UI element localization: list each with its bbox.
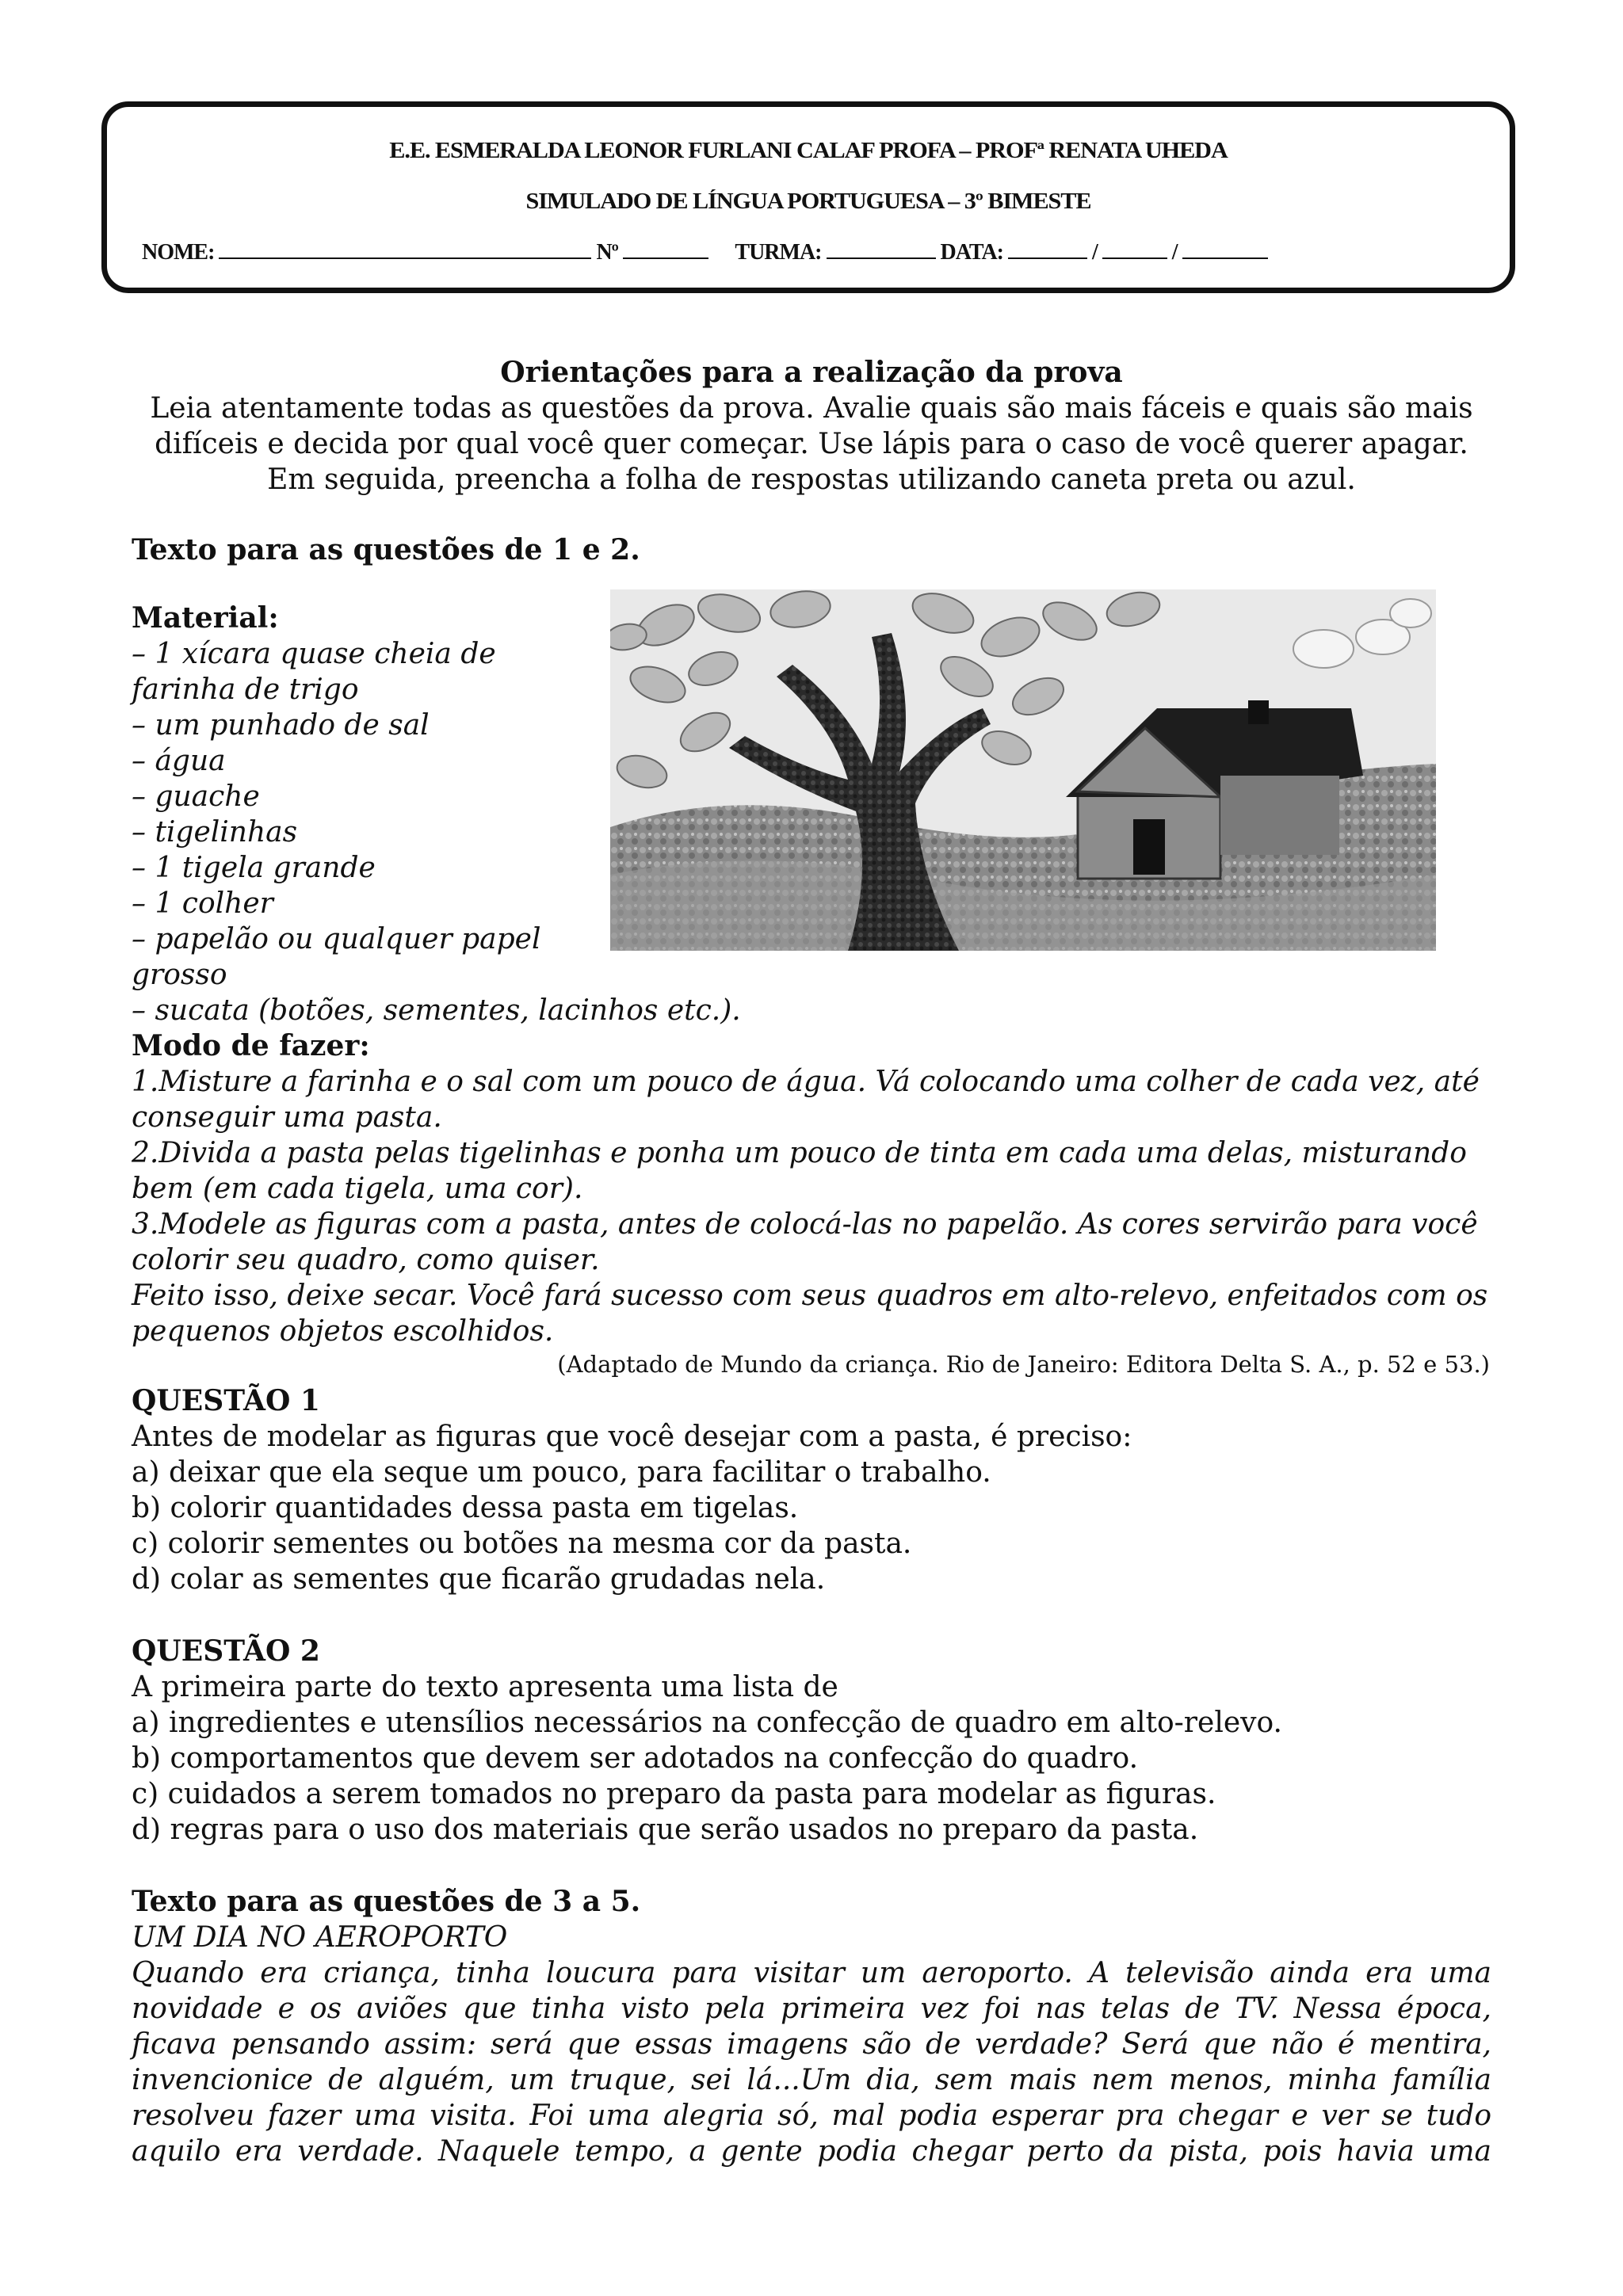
material-item: – um punhado de sal — [132, 709, 430, 742]
text2-line: Quando era criança, tinha loucura para visitar um aeroporto. A televisão ainda era uma — [132, 1957, 1491, 1989]
instructions-line: Leia atentamente todas as questões da prova. Avalie quais são mais fáceis e quais são mais — [150, 392, 1473, 425]
instructions-line: difíceis e decida por qual você quer começar. Use lápis para o caso de você querer apagar. — [155, 428, 1468, 460]
option-c[interactable]: c) colorir sementes ou botões na mesma cor da pasta. — [132, 1527, 912, 1560]
material-item: – 1 xícara quase cheia de — [132, 638, 496, 670]
source-citation: (Adaptado de Mundo da criança. Rio de Janeiro: Editora Delta S. A., p. 52 e 53.) — [557, 1351, 1490, 1378]
material-item: – papelão ou qualquer papel — [132, 923, 541, 955]
option-b[interactable]: b) comportamentos que devem ser adotados na confecção do quadro. — [132, 1742, 1139, 1775]
step-2: 2.Divida a pasta pelas tigelinhas e ponha um pouco de tinta em cada uma delas, misturando bem (em cada tigela, uma cor). — [132, 1137, 1467, 1205]
instructions-title: Orientações para a realização da prova — [500, 356, 1123, 389]
option-a[interactable]: a) deixar que ela seque um pouco, para facilitar o trabalho. — [132, 1456, 991, 1489]
text2-title: UM DIA NO AEROPORTO — [132, 1921, 508, 1954]
student-fields — [142, 238, 1268, 265]
question-1 — [132, 1383, 1491, 1597]
school-line: E.E. ESMERALDA LEONOR FURLANI CALAF PROFA – PROFª RENATA UHEDA — [389, 139, 1228, 163]
modo-title: Modo de fazer: — [132, 1029, 370, 1062]
date-separator: / — [1171, 240, 1178, 265]
text2 — [132, 1884, 1491, 2169]
option-c[interactable]: c) cuidados a serem tomados no preparo da pasta para modelar as figuras. — [132, 1778, 1216, 1810]
numero-label: Nº — [596, 240, 618, 265]
question-prompt: A primeira parte do texto apresenta uma lista de — [132, 1671, 838, 1703]
turma-field[interactable] — [827, 238, 936, 259]
question-title: QUESTÃO 1 — [132, 1384, 320, 1417]
exam-header — [101, 101, 1515, 293]
material-item: – guache — [132, 780, 260, 813]
option-a[interactable]: a) ingredientes e utensílios necessários na confecção de quadro em alto-relevo. — [132, 1707, 1282, 1739]
numero-field[interactable] — [623, 238, 708, 259]
material-item: – sucata (botões, sementes, lacinhos etc.). — [132, 994, 741, 1027]
option-d[interactable]: d) regras para o uso dos materiais que serão usados no preparo da pasta. — [132, 1814, 1199, 1846]
text2-line: resolveu fazer uma visita. Foi uma alegria só, mal podia esperar pra chegar e ver se tudo — [132, 2100, 1491, 2132]
turma-label: TURMA: — [735, 240, 822, 265]
material-item: – 1 colher — [132, 887, 273, 920]
date-year-field[interactable] — [1182, 238, 1268, 259]
data-label: DATA: — [940, 240, 1004, 265]
step-1: 1.Misture a farinha e o sal com um pouco de água. Vá colocando uma colher de cada vez, até conseguir uma pasta. — [132, 1066, 1480, 1134]
instructions — [132, 355, 1491, 498]
closing-note: Feito isso, deixe secar. Você fará sucesso com seus quadros em alto-relevo, enfeitados com os pequenos objetos escolhidos. — [132, 1280, 1488, 1348]
text2-line: ficava pensando assim: será que essas imagens são de verdade? Será que não é mentira, — [132, 2028, 1491, 2061]
text2-line: novidade e os aviões que tinha visto pela primeira vez foi nas telas de TV. Nessa época, — [132, 1993, 1491, 2025]
step-3: 3.Modele as figuras com a pasta, antes de colocá-las no papelão. As cores servirão para você colorir seu quadro, como quiser. — [132, 1208, 1478, 1276]
material-item: – água — [132, 745, 226, 777]
text2-heading: Texto para as questões de 3 a 5. — [132, 1885, 641, 1918]
modo-de-fazer — [132, 1028, 1491, 1349]
nome-field[interactable] — [219, 238, 591, 259]
question-2 — [132, 1634, 1491, 1848]
question-title: QUESTÃO 2 — [132, 1634, 320, 1668]
date-separator: / — [1092, 240, 1098, 265]
material-item: – 1 tigela grande — [132, 852, 376, 884]
date-day-field[interactable] — [1008, 238, 1087, 259]
text1-heading: Texto para as questões de 1 e 2. — [132, 533, 640, 566]
option-b[interactable]: b) colorir quantidades dessa pasta em tigelas. — [132, 1492, 799, 1524]
relief-picture-illustration — [610, 589, 1436, 951]
text2-line: aquilo era verdade. Naquele tempo, a gente podia chegar perto da pista, pois havia uma — [132, 2135, 1491, 2168]
exam-title: SIMULADO DE LÍNGUA PORTUGUESA – 3º BIMESTE — [525, 189, 1091, 214]
option-d[interactable]: d) colar as sementes que ficarão grudadas nela. — [132, 1563, 826, 1596]
instructions-line: Em seguida, preencha a folha de respostas utilizando caneta preta ou azul. — [267, 463, 1356, 496]
question-prompt: Antes de modelar as figuras que você desejar com a pasta, é preciso: — [132, 1421, 1132, 1453]
text2-line: invencionice de alguém, um truque, sei lá...Um dia, sem mais nem menos, minha família — [132, 2064, 1491, 2096]
material-item: grosso — [132, 959, 227, 991]
material-item: farinha de trigo — [132, 673, 359, 706]
date-month-field[interactable] — [1102, 238, 1167, 259]
nome-label: NOME: — [142, 240, 215, 265]
material-item: – tigelinhas — [132, 816, 298, 849]
material-title: Material: — [132, 601, 279, 635]
